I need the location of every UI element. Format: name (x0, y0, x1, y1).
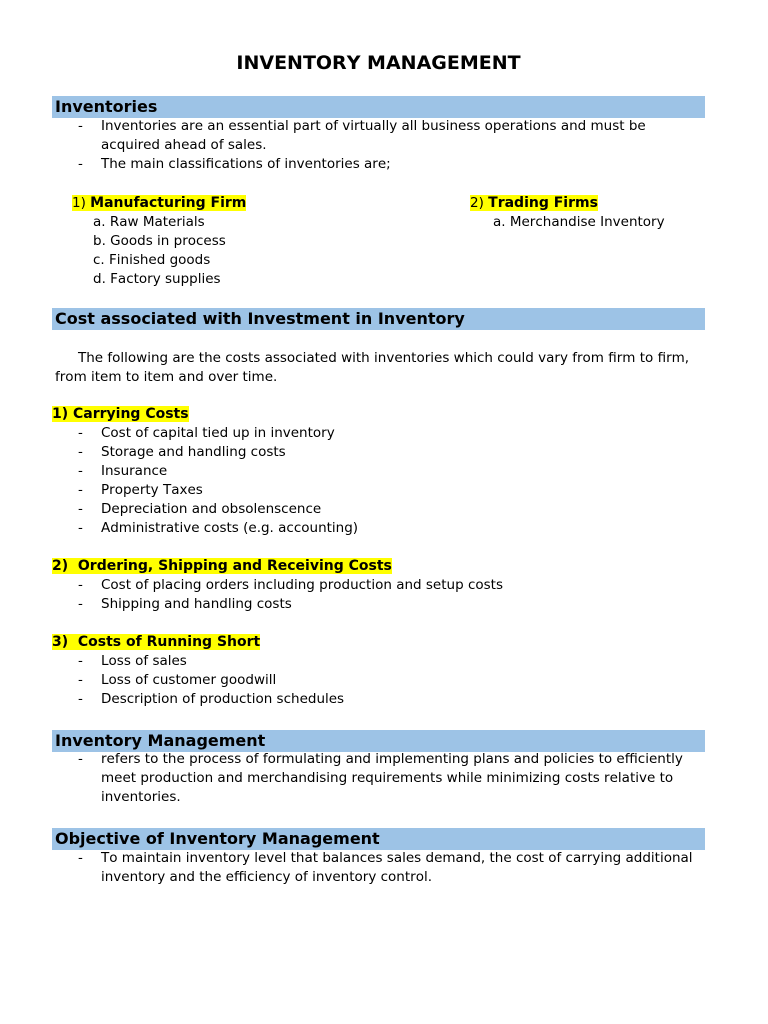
costs-intro-paragraph: The following are the costs associated with inventories which could vary from firm to firm, from item to item and over time. (55, 350, 690, 385)
objective-bullet-list (78, 849, 701, 887)
section-header-bar-inventory-management (52, 730, 705, 752)
bullet-text: Description of production schedules (101, 691, 345, 707)
bullet-text: To maintain inventory level that balances sales demand, the cost of carrying additional inventory and the efficiency of inventory control. (101, 850, 693, 885)
bullet-text: Inventories are an essential part of virtually all business operations and must be acquired ahead of sales. (101, 118, 646, 153)
bullet-dash: - (78, 850, 83, 866)
bullet-dash: - (78, 577, 83, 593)
cost-group-heading (52, 405, 705, 424)
bullet-text: Loss of sales (101, 653, 187, 669)
section-heading-objective: Objective of Inventory Management (55, 829, 380, 848)
classification-item: c. Finished goods (93, 252, 211, 268)
classification-heading (72, 194, 246, 213)
bullet-item (52, 576, 705, 595)
bullet-item (52, 652, 705, 671)
bullet-text: Shipping and handling costs (101, 596, 292, 612)
bullet-item (78, 155, 701, 174)
bullet-dash: - (78, 653, 83, 669)
classification-number: 1) (72, 195, 86, 211)
bullet-item (78, 117, 701, 155)
bullet-dash: - (78, 691, 83, 707)
section-heading-inventories: Inventories (55, 97, 158, 116)
section-header-bar-objective (52, 828, 705, 850)
classification-heading (470, 194, 665, 213)
bullet-item (52, 500, 705, 519)
bullet-item (52, 671, 705, 690)
cost-group-running-short (52, 633, 705, 709)
bullet-item (78, 750, 701, 807)
bullet-dash: - (78, 444, 83, 460)
bullet-dash: - (78, 156, 83, 172)
inventories-bullet-list (78, 117, 701, 174)
bullet-text: Property Taxes (101, 482, 203, 498)
bullet-dash: - (78, 118, 83, 134)
bullet-text: refers to the process of formulating and implementing plans and policies to efficiently meet production and merchandising requirements while minimizing costs relative to inventories. (101, 751, 683, 805)
classification-label: Trading Firms (488, 195, 598, 211)
classification-label: Manufacturing Firm (90, 195, 247, 211)
classification-item: a. Raw Materials (93, 214, 205, 230)
bullet-dash: - (78, 672, 83, 688)
bullet-dash: - (78, 501, 83, 517)
bullet-text: The main classifications of inventories are; (101, 156, 391, 172)
highlight (470, 195, 598, 211)
bullet-dash: - (78, 520, 83, 536)
bullet-text: Administrative costs (e.g. accounting) (101, 520, 359, 536)
highlight (72, 195, 246, 211)
bullet-text: Cost of placing orders including production and setup costs (101, 577, 503, 593)
bullet-item (78, 849, 701, 887)
cost-group-heading (52, 557, 705, 576)
cost-group-heading (52, 633, 705, 652)
classification-manufacturing-firm (72, 194, 246, 289)
bullet-dash: - (78, 482, 83, 498)
classification-number: 2) (470, 195, 484, 211)
section-header-bar-inventories (52, 96, 705, 118)
inventory-management-bullet-list (78, 750, 701, 807)
section-header-bar-costs (52, 308, 705, 330)
bullet-item (52, 519, 705, 538)
cost-group-carrying (52, 405, 705, 538)
classification-trading-firms (470, 194, 665, 232)
section-heading-costs: Cost associated with Investment in Inventory (55, 309, 465, 328)
bullet-text: Cost of capital tied up in inventory (101, 425, 335, 441)
bullet-item (52, 443, 705, 462)
bullet-item (52, 481, 705, 500)
bullet-item (52, 462, 705, 481)
bullet-dash: - (78, 751, 83, 767)
bullet-text: Storage and handling costs (101, 444, 286, 460)
bullet-item (52, 595, 705, 614)
cost-group-title: 2) Ordering, Shipping and Receiving Costs (52, 558, 392, 574)
bullet-dash: - (78, 425, 83, 441)
cost-group-title: 1) Carrying Costs (52, 406, 189, 422)
cost-groups (52, 405, 705, 709)
bullet-item (52, 424, 705, 443)
bullet-dash: - (78, 596, 83, 612)
section-heading-inventory-management: Inventory Management (55, 731, 266, 750)
classification-item: a. Merchandise Inventory (493, 214, 665, 230)
bullet-item (52, 690, 705, 709)
bullet-text: Depreciation and obsolenscence (101, 501, 322, 517)
classification-item: b. Goods in process (93, 233, 226, 249)
cost-group-ordering (52, 557, 705, 614)
document-title: INVENTORY MANAGEMENT (236, 52, 521, 74)
bullet-text: Loss of customer goodwill (101, 672, 277, 688)
cost-group-title: 3) Costs of Running Short (52, 634, 261, 650)
bullet-dash: - (78, 463, 83, 479)
classification-item: d. Factory supplies (93, 271, 221, 287)
bullet-text: Insurance (101, 463, 168, 479)
